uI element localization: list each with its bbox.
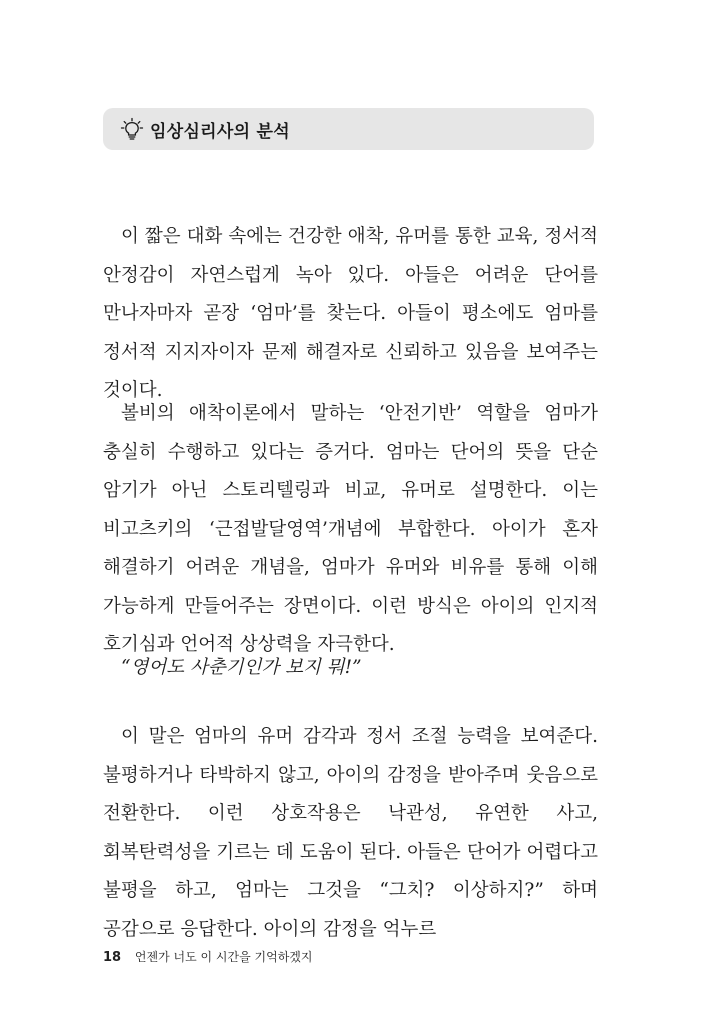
paragraph-1: 이 짧은 대화 속에는 건강한 애착, 유머를 통한 교육, 정서적 안정감이 자연스럽게 녹아 있다. 아들은 어려운 단어를 만나자마자 곧장 ‘엄마’를 찾는다. 아들이 평소에도 엄마를 정서적 지지자이자 문제 해결자로 신뢰하고 있음을 보여주는 것이다. <box>103 226 598 401</box>
page-number: 18 <box>103 950 122 965</box>
quote: “영어도 사춘기인가 보지 뭐!” <box>121 657 362 678</box>
page-footer <box>103 948 312 965</box>
section-title: 임상심리사의 분석 <box>150 121 290 142</box>
section-header <box>103 108 594 150</box>
paragraph-2: 볼비의 애착이론에서 말하는 ‘안전기반’ 역할을 엄마가 충실히 수행하고 있다는 증거다. 엄마는 단어의 뜻을 단순 암기가 아닌 스토리텔링과 비교, 유머로 설명한다. 이는 비고츠키의 ‘근접발달영역’개념에 부합한다. 아이가 혼자 해결하기 어려운 개념을, 엄마가 유머와 비유를 통해 이해 가능하게 만들어주는 장면이다. 이런 방식은 아이의 인지적 호기심과 언어적 상상력을 자극한다. <box>103 403 598 655</box>
book-title: 언젠가 너도 이 시간을 기억하겠지 <box>134 950 313 964</box>
paragraph-3: 이 말은 엄마의 유머 감각과 정서 조절 능력을 보여준다. 불평하거나 타박하지 않고, 아이의 감정을 받아주며 웃음으로 전환한다. 이런 상호작용은 낙관성, 유연한 사고, 회복탄력성을 기르는 데 도움이 된다. 아들은 단어가 어렵다고 불평을 하고, 엄마는 그것을 “그치? 이상하지?” 하며 공감으로 응답한다. 아이의 감정을 억누르 <box>103 726 598 940</box>
lightbulb-icon <box>120 117 144 141</box>
